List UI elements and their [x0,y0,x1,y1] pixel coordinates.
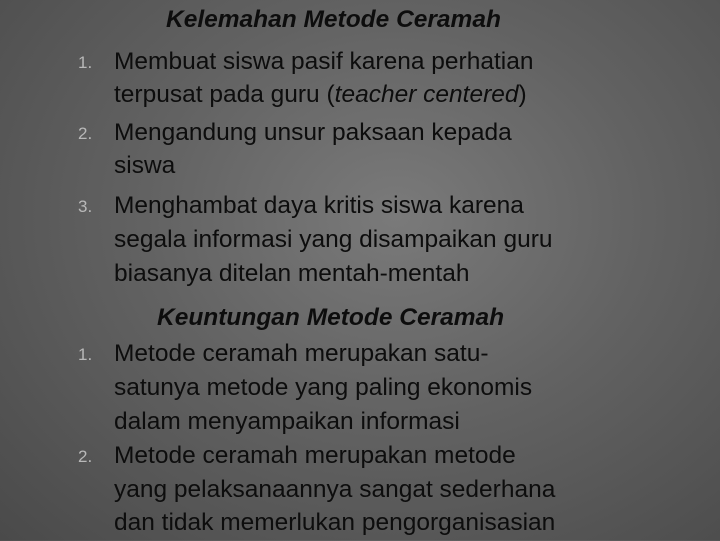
list-number: 2. [78,447,93,466]
list-item-line: Metode ceramah merupakan satu- [114,340,489,367]
list-item-line: Mengandung unsur paksaan kepada [114,119,512,146]
list-item-line: Membuat siswa pasif karena perhatian [114,48,534,75]
list-item-line: Menghambat daya kritis siswa karena [114,192,524,219]
list-item-line: satunya metode yang paling ekonomis [114,374,533,401]
list-number: 3. [78,197,93,216]
list-item-line [114,77,527,113]
list-item-line: Metode ceramah merupakan metode [114,442,516,469]
list-item-line: dan tidak memerlukan pengorganisasian [114,509,556,536]
list-item-line: yang pelaksanaannya sangat sederhana [114,476,556,503]
list-item-line: biasanya ditelan mentah-mentah [114,260,470,287]
list-item-text: ) [518,81,527,108]
list-number: 2. [78,124,93,143]
list-item-line: segala informasi yang disampaikan guru [114,226,553,253]
list-item-line: dalam menyampaikan informasi [114,408,460,435]
section-heading-kelemahan: Kelemahan Metode Ceramah [166,6,501,33]
list-item-text: terpusat pada guru ( [114,81,335,108]
list-number: 1. [78,53,93,72]
list-item-line: siswa [114,152,176,179]
list-number: 1. [78,345,93,364]
section-heading-keuntungan: Keuntungan Metode Ceramah [157,304,505,331]
italic-term: teacher centered [334,81,519,108]
